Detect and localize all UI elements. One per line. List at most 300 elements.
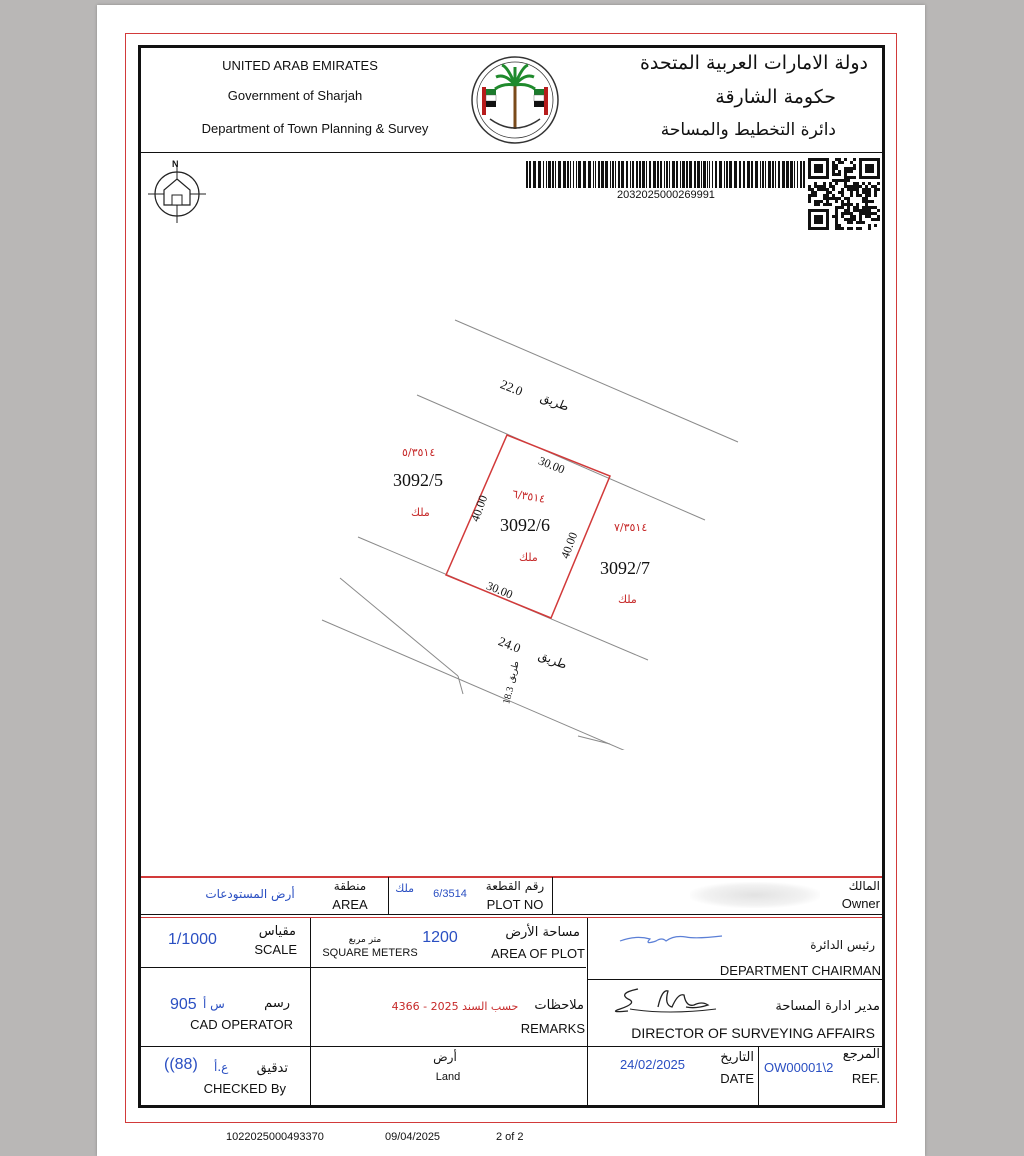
ref-label-en: REF.: [851, 1071, 880, 1086]
qr-module: [865, 203, 868, 206]
qr-module: [856, 182, 859, 185]
barcode-bar: [724, 161, 725, 188]
qr-module: [847, 185, 850, 188]
header-department-ar: دائرة التخطيط والمساحة: [660, 120, 836, 140]
plot-top-dimension: 30.00: [536, 453, 567, 477]
qr-module: [826, 200, 829, 203]
barcode-bar: [593, 161, 594, 188]
qr-module: [859, 227, 862, 230]
qr-module: [862, 221, 865, 224]
date-label-en: DATE: [720, 1071, 754, 1086]
qr-module: [850, 185, 853, 188]
barcode-bar: [803, 161, 805, 188]
area-of-plot-value: 1200: [422, 929, 458, 946]
qr-module: [859, 209, 862, 212]
table-vline-ref: [758, 1047, 759, 1105]
qr-module: [841, 200, 844, 203]
qr-module: [874, 188, 877, 191]
barcode-bar: [697, 161, 700, 188]
barcode-bar: [729, 161, 732, 188]
barcode-bar: [578, 161, 581, 188]
plot-left-number: 3092/5: [393, 470, 444, 490]
qr-module: [832, 185, 835, 188]
qr-module: [841, 212, 844, 215]
plot-no-label-en: PLOT NO: [486, 897, 544, 912]
qr-module: [856, 185, 859, 188]
qr-module: [835, 212, 838, 215]
barcode-bar: [680, 161, 681, 188]
barcode-bar: [605, 161, 608, 188]
qr-module: [853, 215, 856, 218]
qr-module: [823, 194, 826, 197]
qr-module: [856, 209, 859, 212]
qr-module: [844, 182, 847, 185]
qr-module: [874, 218, 877, 221]
remarks-label-ar: ملاحظات: [534, 998, 584, 1013]
qr-module: [865, 188, 868, 191]
qr-module: [835, 221, 838, 224]
qr-module: [814, 203, 817, 206]
qr-module: [808, 197, 811, 200]
qr-module: [865, 197, 868, 200]
director-label-en: DIRECTOR OF SURVEYING AFFAIRS: [631, 1025, 875, 1041]
barcode-bar: [701, 161, 702, 188]
cad-operator-label-en: CAD OPERATOR: [190, 1017, 293, 1032]
qr-module: [823, 188, 826, 191]
barcode-bar: [646, 161, 647, 188]
qr-module: [844, 179, 847, 182]
barcode-bar: [715, 161, 717, 188]
qr-module: [862, 182, 865, 185]
qr-module: [877, 209, 880, 212]
barcode-bar: [598, 161, 600, 188]
qr-module: [850, 167, 853, 170]
qr-module: [826, 197, 829, 200]
qr-module: [871, 206, 874, 209]
qr-module: [868, 227, 871, 230]
qr-module: [874, 212, 877, 215]
qr-module: [838, 179, 841, 182]
qr-module: [835, 206, 838, 209]
chairman-signature: [616, 927, 726, 949]
checked-by-label-ar: تدقيق: [256, 1061, 288, 1076]
barcode-bar: [666, 161, 668, 188]
qr-module: [865, 212, 868, 215]
barcode-bar: [760, 161, 761, 188]
qr-module: [853, 188, 856, 191]
barcode-bar: [689, 161, 692, 188]
barcode-bar: [526, 161, 528, 188]
barcode-bar: [719, 161, 722, 188]
barcode-bar: [529, 161, 531, 188]
area-label-en: AREA: [332, 897, 368, 912]
barcode-bar: [660, 161, 662, 188]
barcode-bar: [649, 161, 651, 188]
qr-module: [865, 194, 868, 197]
qr-module: [865, 185, 868, 188]
ref-label-ar: المرجع: [842, 1047, 880, 1062]
barcode-bar: [639, 161, 641, 188]
qr-module: [859, 215, 862, 218]
qr-module: [847, 176, 850, 179]
barcode-bar: [786, 161, 789, 188]
qr-module: [850, 218, 853, 221]
qr-module: [850, 161, 853, 164]
barcode-bar: [664, 161, 665, 188]
qr-module: [844, 218, 847, 221]
barcode-bar: [707, 161, 708, 188]
cad-operator-label-ar: رسم: [264, 996, 290, 1011]
barcode-bar: [782, 161, 785, 188]
qr-module: [847, 167, 850, 170]
qr-module: [832, 215, 835, 218]
chairman-row-line: [588, 979, 882, 980]
qr-module: [850, 188, 853, 191]
qr-finder-pattern: [865, 164, 874, 173]
qr-module: [820, 185, 823, 188]
qr-module: [823, 185, 826, 188]
qr-module: [817, 203, 820, 206]
barcode-bar: [552, 161, 554, 188]
barcode-bar: [682, 161, 685, 188]
plot-right-dimension: 40.00: [557, 530, 581, 561]
qr-module: [814, 191, 817, 194]
barcode-bar: [583, 161, 586, 188]
plot-right-number: 3092/7: [600, 558, 651, 578]
qr-module: [850, 176, 853, 179]
footer-document-number: 1022025000493370: [226, 1131, 324, 1143]
barcode-bar: [555, 161, 556, 188]
qr-module: [841, 227, 844, 230]
qr-module: [814, 185, 817, 188]
qr-module: [832, 161, 835, 164]
barcode-bar: [794, 161, 795, 188]
plot-right-ar-number: ٧/٣٥١٤: [614, 521, 648, 534]
qr-module: [877, 218, 880, 221]
qr-module: [844, 167, 847, 170]
area-label-ar: منطقة: [333, 879, 367, 893]
barcode-bar: [615, 161, 616, 188]
table-line-1: [141, 914, 882, 915]
qr-module: [841, 194, 844, 197]
barcode-bar: [734, 161, 737, 188]
plot-main-ar-number: ٦/٣٥١٤: [511, 487, 547, 506]
ref-value: OW00001\2: [764, 1060, 834, 1075]
qr-module: [841, 215, 844, 218]
qr-module: [832, 170, 835, 173]
qr-module: [856, 206, 859, 209]
qr-module: [865, 206, 868, 209]
barcode-number: 2032025000269991: [617, 189, 715, 201]
barcode-bar: [790, 161, 793, 188]
scale-label-en: SCALE: [254, 942, 297, 957]
barcode-bar: [778, 161, 780, 188]
qr-module: [841, 179, 844, 182]
qr-module: [853, 176, 856, 179]
road-top-edge-north: [455, 320, 738, 442]
qr-module: [847, 170, 850, 173]
qr-module: [847, 179, 850, 182]
qr-module: [847, 227, 850, 230]
qr-module: [811, 188, 814, 191]
barcode-bar: [612, 161, 614, 188]
qr-module: [868, 194, 871, 197]
qr-module: [850, 212, 853, 215]
qr-module: [847, 209, 850, 212]
qr-module: [868, 224, 871, 227]
qr-module: [820, 188, 823, 191]
side-road-edge: [340, 578, 458, 676]
qr-module: [877, 182, 880, 185]
qr-module: [859, 212, 862, 215]
barcode-bar: [762, 161, 764, 188]
plot-bottom-dimension: 30.00: [484, 578, 515, 602]
qr-code: [808, 158, 880, 230]
checked-by-label-en: CHECKED By: [203, 1081, 286, 1096]
plot-left-type: ملك: [411, 506, 430, 519]
qr-module: [856, 221, 859, 224]
cad-operator-initials: س أ: [203, 997, 225, 1011]
barcode-bar: [543, 161, 544, 188]
qr-module: [835, 224, 838, 227]
qr-module: [835, 167, 838, 170]
qr-module: [817, 185, 820, 188]
barcode-bar: [558, 161, 561, 188]
barcode-bar: [595, 161, 596, 188]
qr-module: [844, 170, 847, 173]
qr-module: [844, 185, 847, 188]
barcode-bar: [726, 161, 728, 188]
qr-module: [868, 206, 871, 209]
qr-module: [844, 203, 847, 206]
barcode-bar: [653, 161, 656, 188]
dept-chairman-label-en: DEPARTMENT CHAIRMAN: [719, 963, 881, 978]
barcode-bar: [743, 161, 745, 188]
barcode-bar: [546, 161, 547, 188]
barcode-bar: [765, 161, 766, 188]
barcode-bar: [709, 161, 710, 188]
qr-module: [871, 218, 874, 221]
barcode-bar: [538, 161, 541, 188]
qr-module: [817, 200, 820, 203]
qr-module: [841, 191, 844, 194]
qr-module: [844, 176, 847, 179]
barcode-bar: [548, 161, 551, 188]
dept-chairman-label-ar: رئيس الدائرة: [810, 938, 875, 952]
header-country-en: UNITED ARAB EMIRATES: [222, 58, 378, 73]
qr-module: [847, 221, 850, 224]
table-vline-area: [388, 877, 389, 914]
qr-module: [814, 182, 817, 185]
area-of-plot-label-en: AREA OF PLOT: [491, 946, 585, 961]
qr-module: [829, 182, 832, 185]
remarks-label-en: REMARKS: [520, 1021, 585, 1036]
qr-module: [808, 200, 811, 203]
qr-module: [874, 191, 877, 194]
qr-module: [862, 191, 865, 194]
qr-module: [847, 212, 850, 215]
qr-module: [814, 200, 817, 203]
table-top-red-line: [141, 876, 882, 878]
barcode-bar: [797, 161, 798, 188]
plot-main-type: ملك: [519, 551, 538, 564]
road-top-label: طريق: [538, 389, 572, 415]
area-value: أرض المستودعات: [205, 887, 295, 901]
checked-by-initials: ع.أ: [214, 1060, 229, 1074]
qr-module: [823, 197, 826, 200]
barcode-bar: [618, 161, 620, 188]
qr-module: [838, 158, 841, 161]
qr-module: [856, 194, 859, 197]
road-top-edge-south: [417, 395, 705, 520]
qr-module: [838, 191, 841, 194]
qr-module: [835, 182, 838, 185]
sqm-label-ar: متر مربع: [348, 935, 382, 945]
qr-module: [829, 185, 832, 188]
barcode-bar: [563, 161, 566, 188]
qr-module: [847, 188, 850, 191]
owner-label-ar: المالك: [848, 879, 880, 893]
qr-module: [832, 179, 835, 182]
barcode-bar: [747, 161, 750, 188]
barcode-bar: [686, 161, 688, 188]
qr-module: [859, 218, 862, 221]
qr-module: [838, 206, 841, 209]
qr-module: [850, 227, 853, 230]
qr-module: [850, 170, 853, 173]
qr-module: [868, 191, 871, 194]
qr-module: [835, 218, 838, 221]
qr-module: [871, 185, 874, 188]
barcode-bar: [768, 161, 771, 188]
qr-module: [844, 158, 847, 161]
barcode-bar: [632, 161, 634, 188]
qr-module: [838, 170, 841, 173]
qr-module: [832, 188, 835, 191]
qr-module: [835, 227, 838, 230]
barcode-bar: [676, 161, 678, 188]
cad-operator-value: 905: [170, 996, 197, 1013]
barcode-bar: [576, 161, 577, 188]
barcode-bar: [669, 161, 670, 188]
area-of-plot-label-ar: مساحة الأرض: [505, 925, 580, 940]
qr-module: [808, 188, 811, 191]
qr-module: [874, 194, 877, 197]
qr-module: [862, 197, 865, 200]
side-road-corner: [458, 676, 463, 694]
qr-module: [841, 206, 844, 209]
qr-module: [835, 164, 838, 167]
qr-module: [808, 185, 811, 188]
qr-module: [811, 194, 814, 197]
road-bottom-width: 24.0: [496, 633, 523, 656]
barcode-bar: [642, 161, 645, 188]
director-signature: [598, 985, 728, 1019]
qr-module: [853, 164, 856, 167]
qr-module: [838, 227, 841, 230]
barcode-bar: [755, 161, 758, 188]
qr-module: [853, 206, 856, 209]
qr-finder-pattern: [814, 215, 823, 224]
qr-module: [865, 191, 868, 194]
barcode-bar: [610, 161, 611, 188]
qr-module: [835, 197, 838, 200]
qr-module: [835, 158, 838, 161]
plot-no-value: 6/3514: [433, 888, 467, 900]
qr-module: [826, 188, 829, 191]
qr-module: [868, 209, 871, 212]
qr-module: [850, 194, 853, 197]
qr-module: [844, 173, 847, 176]
qr-module: [844, 209, 847, 212]
header-government-ar: حكومة الشارقة: [715, 86, 836, 108]
sqm-label-en: SQUARE METERS: [322, 947, 418, 959]
plot-main-number: 3092/6: [500, 515, 551, 535]
qr-module: [814, 194, 817, 197]
director-label-ar: مدير ادارة المساحة: [775, 999, 880, 1014]
qr-module: [859, 185, 862, 188]
sharjah-emblem-icon: [470, 55, 560, 145]
side-road-label: طريق: [506, 660, 522, 684]
qr-module: [871, 200, 874, 203]
barcode-bar: [800, 161, 802, 188]
header-department-en: Department of Town Planning & Survey: [201, 121, 429, 136]
header-government-en: Government of Sharjah: [227, 88, 363, 103]
qr-module: [862, 209, 865, 212]
qr-module: [853, 167, 856, 170]
barcode-bar: [657, 161, 659, 188]
qr-module: [868, 200, 871, 203]
qr-module: [835, 173, 838, 176]
qr-module: [811, 191, 814, 194]
qr-module: [838, 173, 841, 176]
qr-module: [859, 194, 862, 197]
qr-module: [829, 191, 832, 194]
land-label-en: Land: [435, 1071, 461, 1083]
qr-module: [841, 188, 844, 191]
barcode: [526, 161, 806, 188]
plot-type: ملك: [395, 882, 414, 895]
qr-module: [874, 224, 877, 227]
qr-module: [838, 197, 841, 200]
qr-module: [865, 200, 868, 203]
qr-module: [865, 209, 868, 212]
barcode-bar: [588, 161, 591, 188]
qr-module: [841, 161, 844, 164]
barcode-bar: [630, 161, 631, 188]
qr-module: [826, 191, 829, 194]
qr-module: [847, 197, 850, 200]
qr-module: [835, 200, 838, 203]
plot-left-dimension: 40.00: [467, 493, 491, 524]
plot-right-type: ملك: [618, 593, 637, 606]
table-vline-mid: [587, 918, 588, 1105]
qr-module: [832, 164, 835, 167]
qr-module: [868, 215, 871, 218]
qr-module: [847, 203, 850, 206]
header-divider: [141, 152, 882, 153]
qr-module: [868, 188, 871, 191]
qr-module: [817, 188, 820, 191]
qr-module: [850, 191, 853, 194]
qr-module: [826, 203, 829, 206]
footer-print-date: 09/04/2025: [385, 1131, 441, 1143]
qr-module: [823, 182, 826, 185]
table-vline-left: [310, 918, 311, 1105]
qr-module: [829, 203, 832, 206]
qr-module: [853, 158, 856, 161]
footer-page-number: 2 of 2: [496, 1131, 524, 1143]
